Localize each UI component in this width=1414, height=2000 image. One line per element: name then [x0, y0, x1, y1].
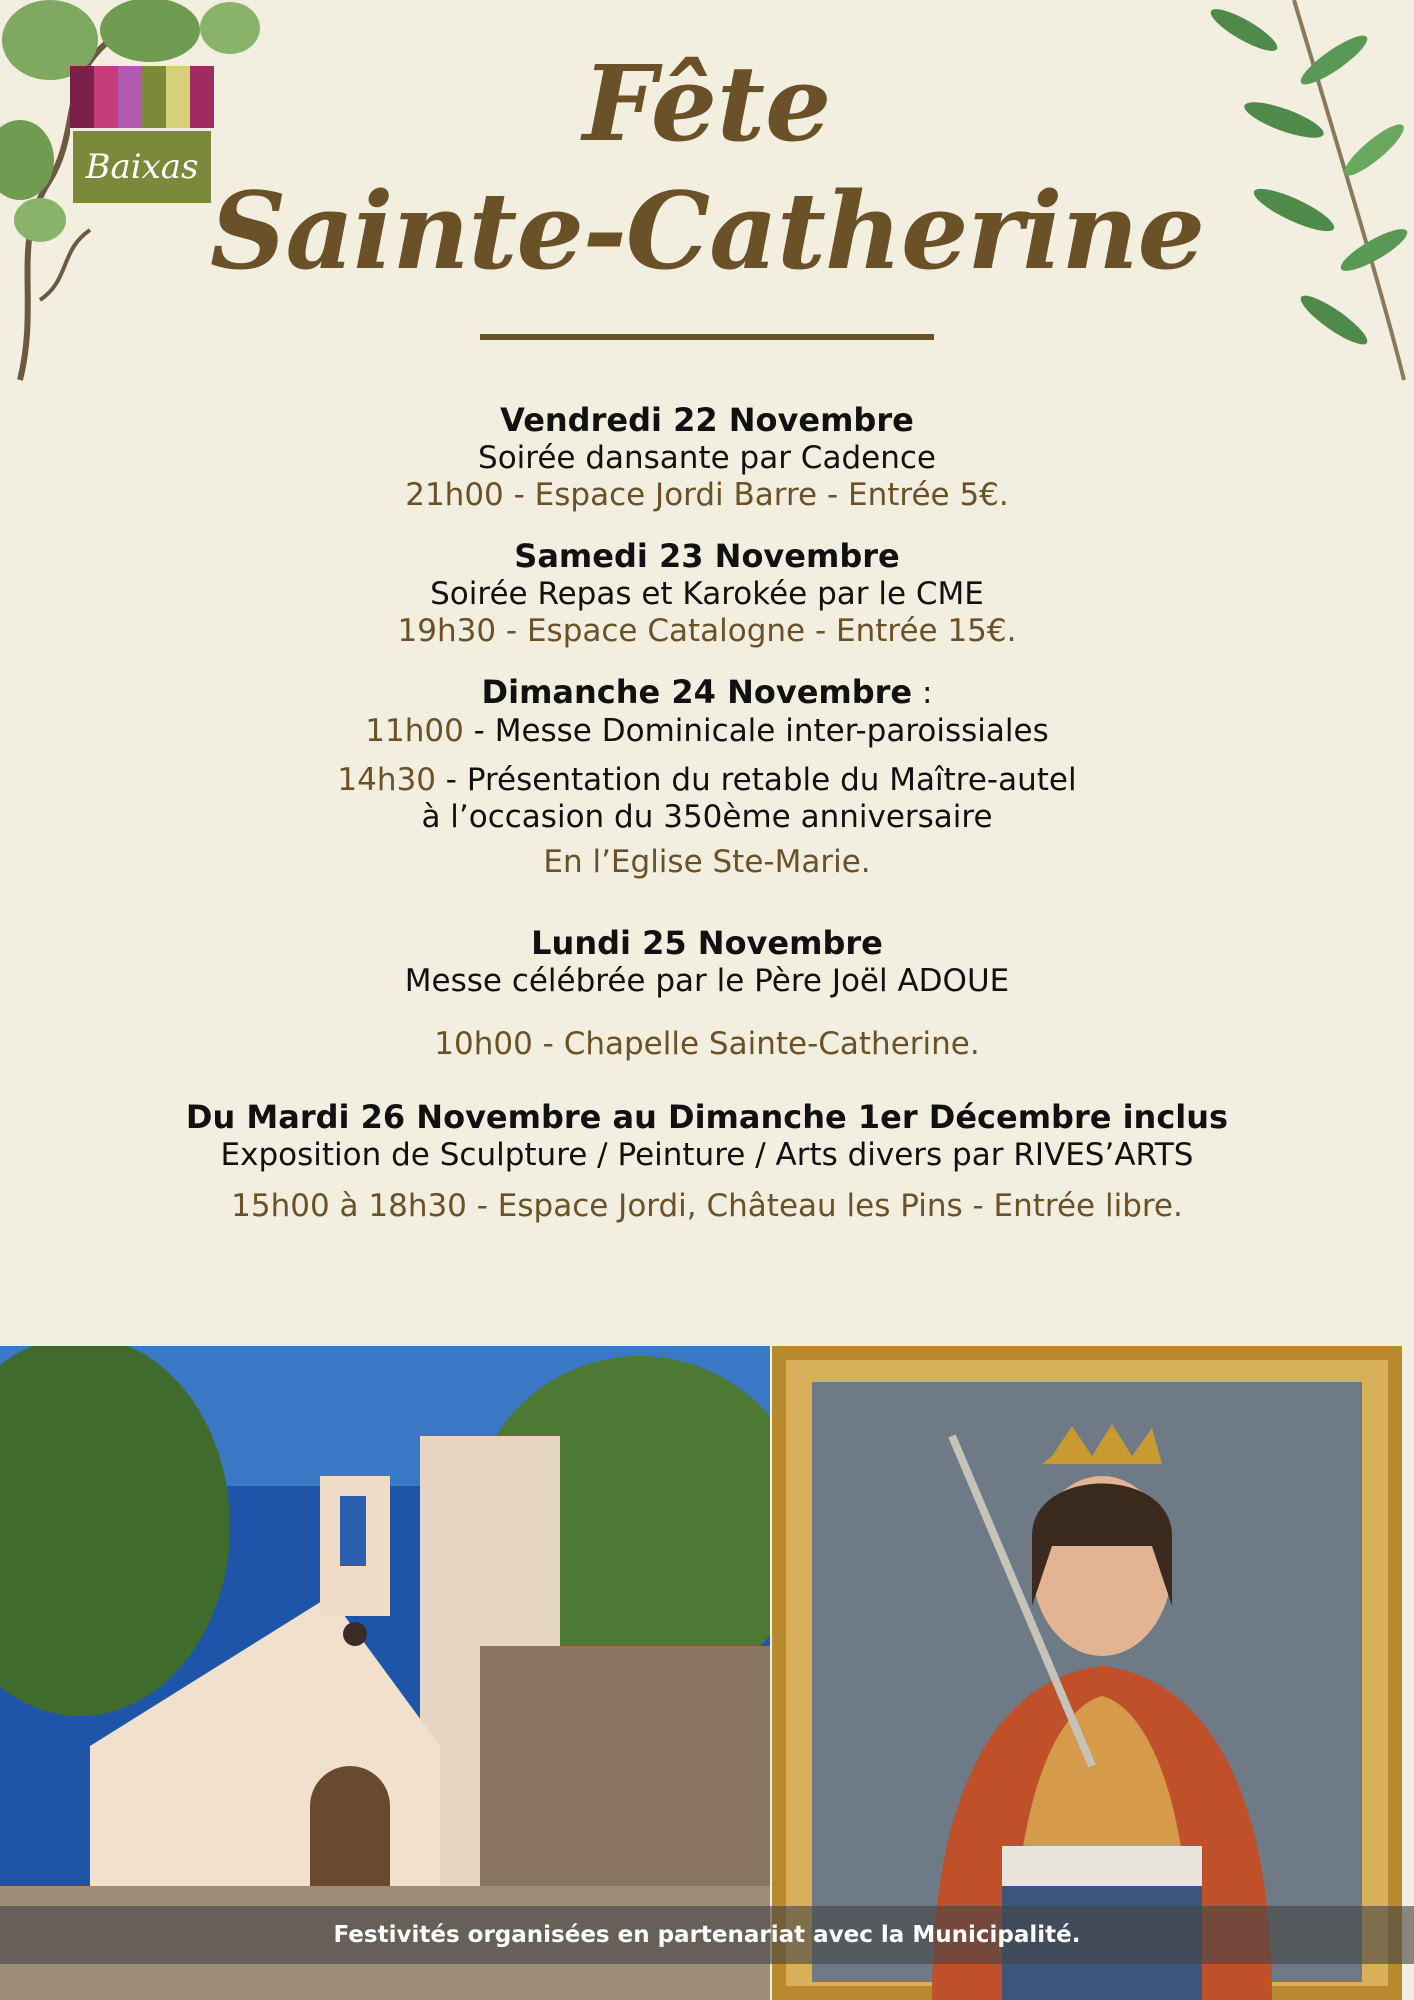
event-saturday [120, 536, 1294, 650]
event-info: 21h00 - Espace Jordi Barre - Entrée 5€. [405, 477, 1009, 513]
event-info: 10h00 - Chapelle Sainte-Catherine. [434, 1026, 980, 1062]
event-presentation [120, 762, 1294, 799]
event-description: Soirée dansante par Cadence [478, 440, 936, 476]
event-info: 15h00 à 18h30 - Espace Jordi, Château les Pins - Entrée libre. [231, 1188, 1183, 1224]
saint-catherine-painting [772, 1346, 1402, 2000]
photos-strip [0, 1346, 1414, 2000]
logo-text: Baixas [70, 128, 214, 206]
event-mass [120, 713, 1294, 750]
event-day-colon: : [912, 675, 933, 711]
event-sunday [120, 672, 1294, 881]
event-monday [120, 923, 1294, 1063]
event-day: Vendredi 22 Novembre [500, 401, 914, 439]
event-time: 11h00 [365, 713, 464, 749]
event-description: Messe célébrée par le Père Joël ADOUE [404, 963, 1010, 999]
event-info: 19h30 - Espace Catalogne - Entrée 15€. [397, 613, 1017, 649]
title-line-1: Fête [582, 42, 832, 165]
event-description: Exposition de Sculpture / Peinture / Arts divers par RIVES’ARTS [220, 1137, 1194, 1173]
chapel-photo [0, 1346, 770, 2000]
event-place: En l’Eglise Ste-Marie. [543, 844, 871, 880]
event-friday [120, 400, 1294, 514]
event-description: Soirée Repas et Karokée par le CME [430, 576, 984, 612]
event-day: Lundi 25 Novembre [531, 924, 883, 962]
event-description: - Messe Dominicale inter-paroissiales [463, 713, 1049, 749]
event-day: Du Mardi 26 Novembre au Dimanche 1er Décembre inclus [185, 1098, 1229, 1136]
event-description-2: à l’occasion du 350ème anniversaire [421, 799, 993, 835]
footer-text: Festivités organisées en partenariat avec la Municipalité. [333, 1922, 1081, 1948]
event-description: - Présentation du retable du Maître-autel [435, 762, 1077, 798]
title-line-2: Sainte-Catherine [209, 168, 1205, 293]
event-day: Samedi 23 Novembre [514, 537, 900, 575]
event-time: 14h30 [337, 762, 436, 798]
event-day: Dimanche 24 Novembre [481, 673, 913, 711]
event-exhibition [120, 1097, 1294, 1225]
footer-banner [0, 1906, 1414, 1964]
event-day-line [120, 672, 1294, 713]
event-program [120, 400, 1294, 1247]
title-underline [480, 334, 934, 340]
